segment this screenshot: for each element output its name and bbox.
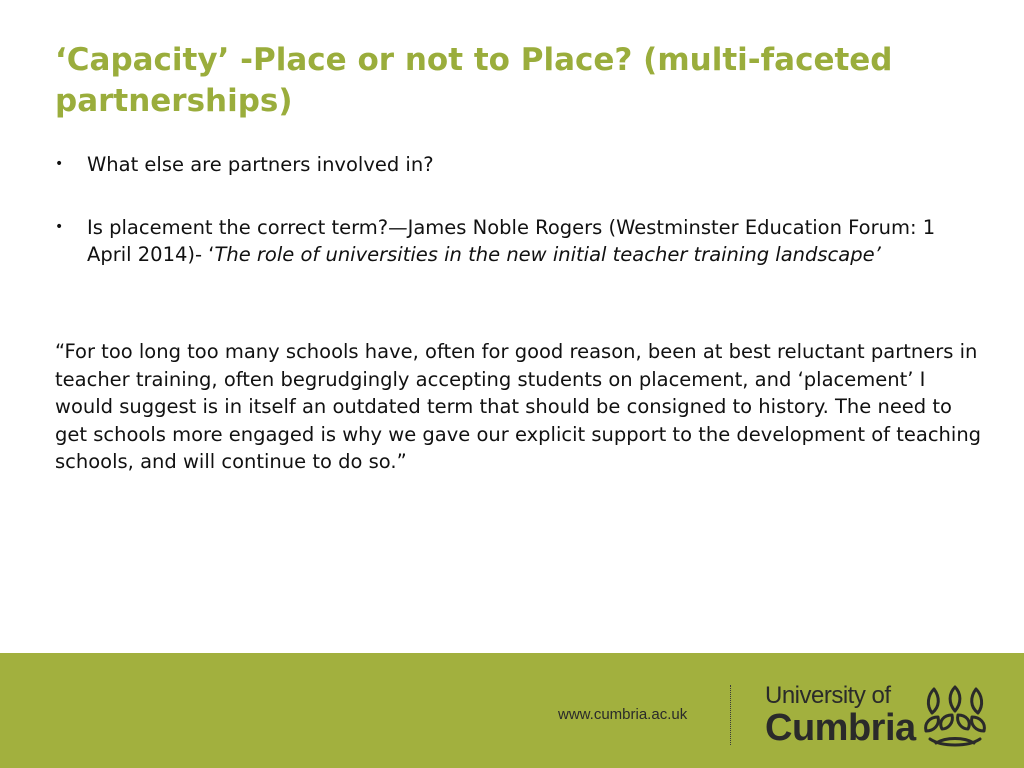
leaf-logo-icon bbox=[922, 685, 988, 747]
bullet-list bbox=[55, 151, 955, 304]
logo-line-university-of: University of bbox=[765, 682, 891, 709]
logo-line-cumbria: Cumbria bbox=[765, 707, 916, 749]
footer-band bbox=[0, 653, 1024, 768]
bullet-italic-title: The role of universities in the new initial teacher training landscape’ bbox=[214, 243, 881, 266]
bullet-icon: • bbox=[55, 156, 64, 172]
bullet-icon: • bbox=[55, 219, 64, 235]
footer-divider bbox=[730, 685, 731, 745]
quote-paragraph: “For too long too many schools have, often for good reason, been at best reluctant partners in teacher training, often begrudgingly accepting students on placement, and ‘placement’ I would suggest is in itself an outdated term that should be consigned to history. The need to get schools more engaged is why we gave our explicit support to the development of teaching schools, and will continue to do so.” bbox=[55, 340, 982, 473]
university-logo-text bbox=[765, 683, 916, 747]
bullet-item bbox=[55, 151, 955, 178]
bullet-text: What else are partners involved in? bbox=[87, 153, 434, 176]
slide-title: ‘Capacity’ -Place or not to Place? (multi-faceted partnerships) bbox=[55, 42, 893, 119]
footer-url-link[interactable]: www.cumbria.ac.uk bbox=[558, 706, 688, 723]
bullet-text: Is placement the correct term?—James Noble Rogers (Westminster Education Forum: 1 April 2014)- ‘ bbox=[87, 216, 936, 266]
bullet-item bbox=[55, 214, 955, 268]
